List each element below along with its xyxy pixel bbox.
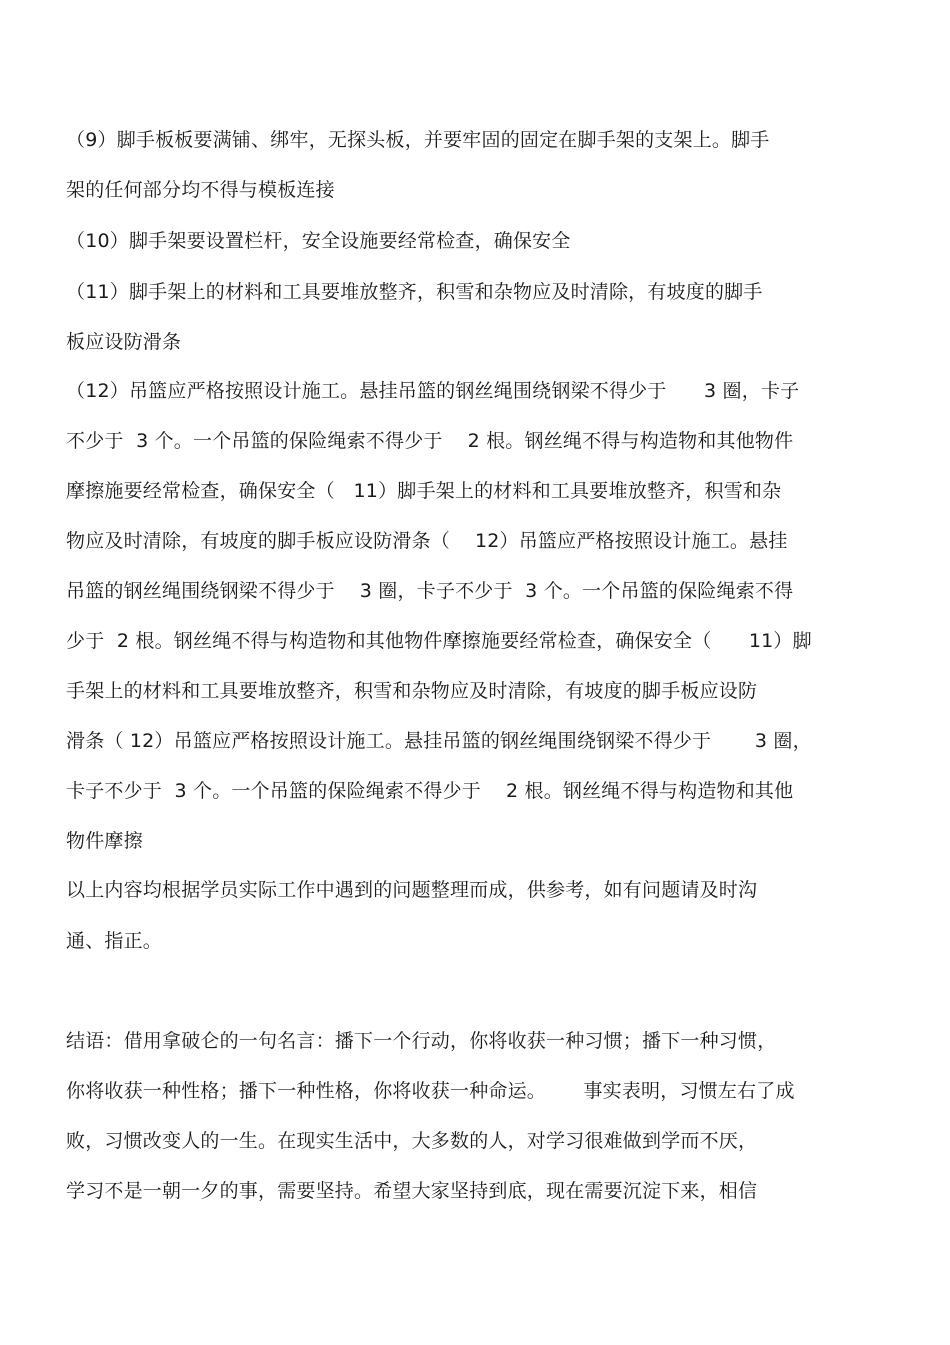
text-line: （12）吊篮应严格按照设计施工。悬挂吊篮的钢丝绳围绕钢梁不得少于 3 圈，卡子 (66, 380, 800, 402)
text-line: 板应设防滑条 (66, 331, 182, 353)
text-line: 学习不是一朝一夕的事，需要坚持。希望大家坚持到底，现在需要沉淀下来，相信 (66, 1180, 758, 1202)
text-line: 卡子不少于 3 个。一个吊篮的保险绳索不得少于 2 根。钢丝绳不得与构造物和其他 (66, 780, 794, 802)
text-line: 通、指正。 (66, 930, 163, 952)
text-line: 以上内容均根据学员实际工作中遇到的问题整理而成，供参考，如有问题请及时沟 (66, 879, 758, 901)
text-line: 物应及时清除，有坡度的脚手板应设防滑条（ 12）吊篮应严格按照设计施工。悬挂 (66, 530, 788, 552)
text-line: 结语：借用拿破仑的一句名言：播下一个行动，你将收获一种习惯；播下一种习惯， (66, 1030, 777, 1052)
text-line: 不少于 3 个。一个吊篮的保险绳索不得少于 2 根。钢丝绳不得与构造物和其他物件 (66, 430, 794, 452)
text-line: （9）脚手板板要满铺、绑牢，无探头板，并要牢固的固定在脚手架的支架上。脚手 (66, 129, 770, 151)
text-line: 架的任何部分均不得与模板连接 (66, 179, 335, 201)
text-line: 摩擦施要经常检查，确保安全（ 11）脚手架上的材料和工具要堆放整齐，积雪和杂 (66, 480, 782, 502)
text-line: 少于 2 根。钢丝绳不得与构造物和其他物件摩擦施要经常检查，确保安全（ 11）脚 (66, 630, 812, 652)
text-line: 手架上的材料和工具要堆放整齐，积雪和杂物应及时清除，有坡度的脚手板应设防 (66, 680, 758, 702)
text-line: （11）脚手架上的材料和工具要堆放整齐，积雪和杂物应及时清除，有坡度的脚手 (66, 281, 763, 303)
text-line: 吊篮的钢丝绳围绕钢梁不得少于 3 圈，卡子不少于 3 个。一个吊篮的保险绳索不得 (66, 580, 794, 602)
text-line: 败，习惯改变人的一生。在现实生活中，大多数的人，对学习很难做到学而不厌， (66, 1130, 758, 1152)
text-line: 滑条（ 12）吊篮应严格按照设计施工。悬挂吊篮的钢丝绳围绕钢梁不得少于 3 圈， (66, 730, 812, 752)
text-line: （10）脚手架要设置栏杆，安全设施要经常检查，确保安全 (66, 230, 571, 252)
text-line: 物件摩擦 (66, 830, 143, 852)
text-line: 你将收获一种性格；播下一种性格，你将收获一种命运。 事实表明，习惯左右了成 (66, 1080, 795, 1102)
